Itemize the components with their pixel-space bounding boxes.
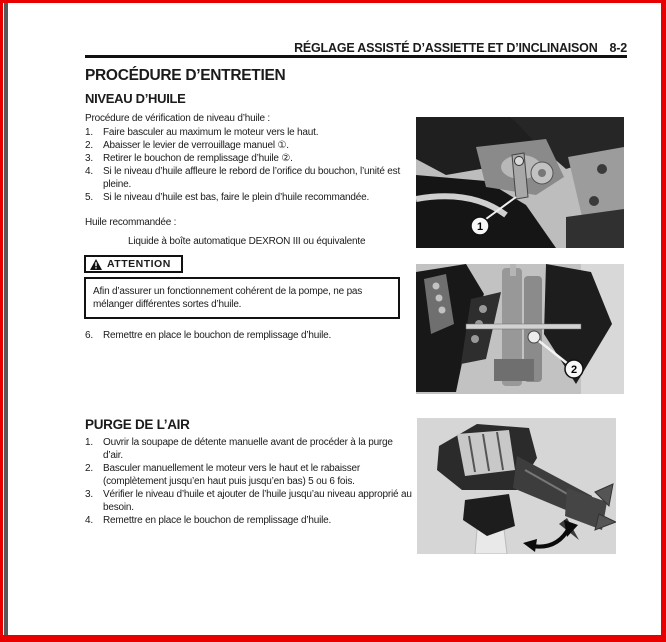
step-number: 4. (85, 166, 93, 177)
step-text: Basculer manuellement le moteur vers le haut et le rabaisser (complètement jusqu’en haut puis jusqu’en bas) 5 ou 6 fois. (103, 463, 361, 487)
tie-rod-shape (466, 324, 581, 329)
list-item (85, 191, 413, 204)
figure-oil-filler-plug (416, 264, 624, 394)
list-item (85, 329, 415, 342)
oil-procedure-intro: Procédure de vérification de niveau d’huile : (85, 113, 271, 124)
step-number: 2. (85, 463, 93, 474)
list-item (85, 488, 415, 514)
step-number: 4. (85, 515, 93, 526)
list-item (85, 165, 413, 191)
figure-tilt-motion (417, 418, 616, 554)
section-title: PROCÉDURE D’ENTRETIEN (85, 67, 286, 84)
header-title: RÉGLAGE ASSISTÉ D’ASSIETTE ET D’INCLINAISON (294, 41, 598, 55)
callout-2 (565, 360, 583, 378)
attention-label: ATTENTION (107, 258, 171, 270)
header-rule (85, 55, 627, 58)
filler-plug-shape (528, 331, 540, 343)
step-number: 5. (85, 192, 93, 203)
page-header (294, 41, 627, 55)
callout-1-number: 1 (476, 221, 484, 233)
list-item (85, 436, 415, 462)
caution-box: Afin d’assurer un fonctionnement cohérent de la pompe, ne pas mélanger différentes sortes d’huile. (84, 277, 400, 319)
step-number: 2. (85, 140, 93, 151)
step-text: Vérifier le niveau d’huile et ajouter de l’huile jusqu’au niveau approprié au besoin. (103, 489, 412, 513)
list-item (85, 514, 415, 527)
step-text: Abaisser le levier de verrouillage manuel ①. (103, 140, 289, 151)
step-text: Remettre en place le bouchon de remplissage d’huile. (103, 330, 332, 341)
step-number: 1. (85, 437, 93, 448)
recommended-oil-spec: Liquide à boîte automatique DEXRON III ou équivalente (128, 236, 366, 247)
page-number: 8-2 (609, 41, 627, 55)
step-number: 3. (85, 489, 93, 500)
air-purge-heading: PURGE DE L’AIR (85, 417, 190, 432)
figure-manual-lock-lever (416, 117, 624, 248)
step-number: 3. (85, 153, 93, 164)
warning-triangle-icon (90, 259, 102, 270)
list-item (85, 126, 413, 139)
scan-edge-line (4, 3, 8, 635)
oil-steps-list (85, 126, 413, 204)
callout-2-number: 2 (570, 364, 578, 376)
step-text: Ouvrir la soupape de détente manuelle avant de procéder à la purge d’air. (103, 437, 393, 461)
list-item (85, 139, 413, 152)
list-item (85, 462, 415, 488)
callout-1 (471, 217, 489, 235)
step-text: Si le niveau d’huile est bas, faire le plein d’huile recommandée. (103, 192, 370, 203)
step-text: Si le niveau d’huile affleure le rebord de l’orifice du bouchon, l’unité est pleine. (103, 166, 401, 190)
recommended-oil-label: Huile recommandée : (85, 217, 177, 228)
attention-label-box (84, 255, 183, 273)
step-text: Retirer le bouchon de remplissage d’huile ②. (103, 153, 293, 164)
oil-level-heading: NIVEAU D’HUILE (85, 91, 186, 106)
list-item (85, 152, 413, 165)
step-number: 1. (85, 127, 93, 138)
purge-steps-list (85, 436, 415, 527)
step-text: Remettre en place le bouchon de remplissage d’huile. (103, 515, 332, 526)
step-number: 6. (85, 330, 93, 341)
step-text: Faire basculer au maximum le moteur vers le haut. (103, 127, 319, 138)
